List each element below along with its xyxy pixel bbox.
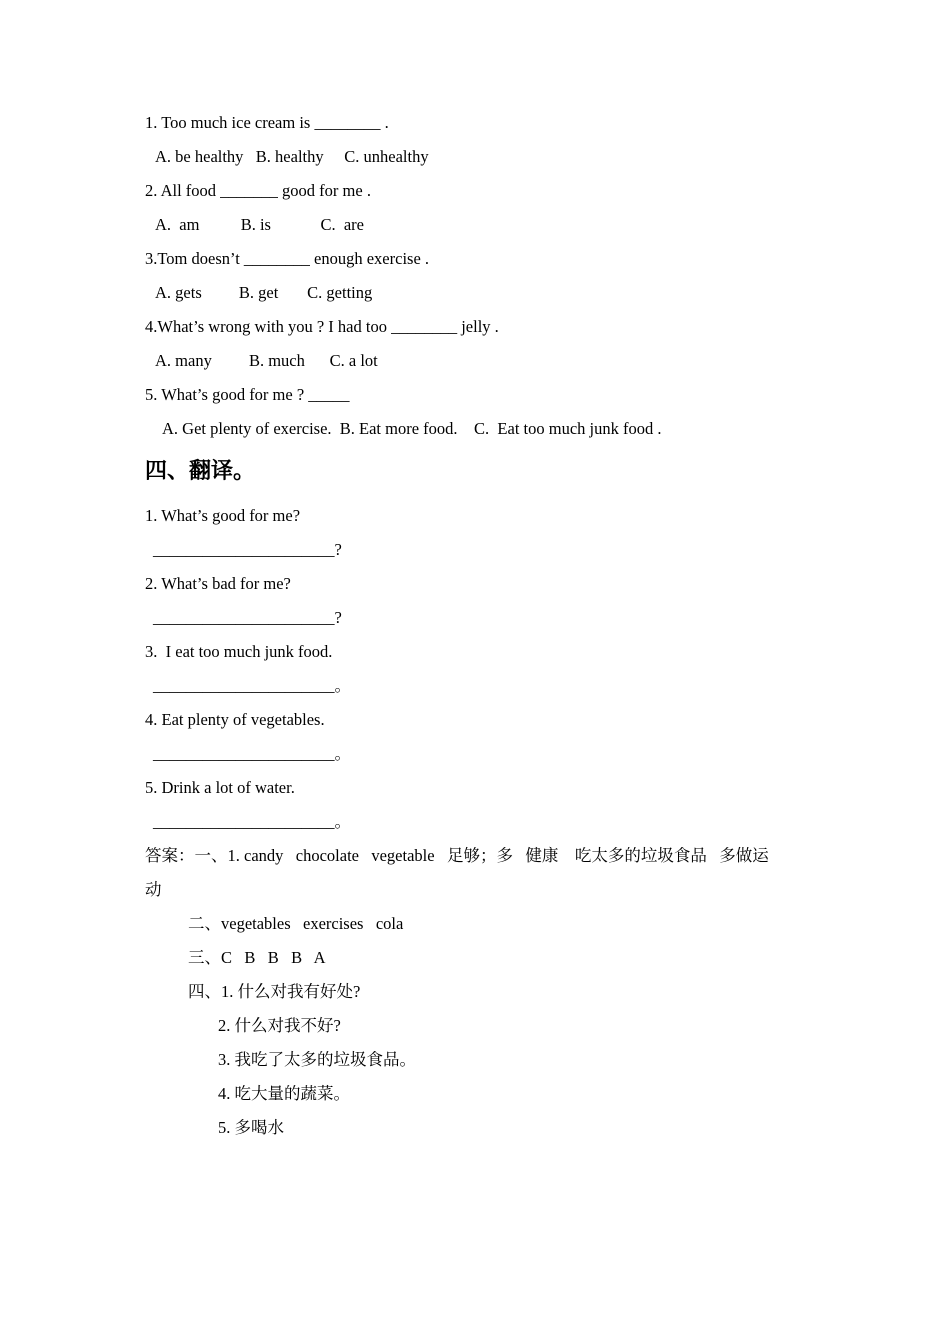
translation-prompt-3: 3. I eat too much junk food. (145, 642, 333, 661)
mc-question-5: 5. What’s good for me ? _____ (145, 385, 350, 404)
mc-options-3: A. gets B. get C. getting (155, 283, 373, 302)
mc-question-4: 4.What’s wrong with you ? I had too ________ jelly . (145, 317, 499, 336)
translation-blank-1: ______________________? (153, 540, 342, 559)
translation-blank-3: ______________________。 (153, 676, 351, 695)
mc-options-4: A. many B. much C. a lot (155, 351, 378, 370)
answers-line-4-item-2: 2. 什么对我不好? (218, 1016, 341, 1035)
translation-prompt-1: 1. What’s good for me? (145, 506, 301, 525)
mc-options-5: A. Get plenty of exercise. B. Eat more food. C. Eat too much junk food . (162, 419, 662, 438)
answers-line-1-continued: 动 (145, 880, 162, 899)
mc-options-2: A. am B. is C. are (155, 215, 364, 234)
section-heading-translation: 四、翻译。 (145, 458, 256, 483)
answers-line-4-item-1: 四、1. 什么对我有好处? (188, 982, 361, 1001)
translation-prompt-4: 4. Eat plenty of vegetables. (145, 710, 325, 729)
mc-question-2: 2. All food _______ good for me . (145, 181, 371, 200)
mc-question-3: 3.Tom doesn’t ________ enough exercise . (145, 249, 430, 268)
mc-question-1: 1. Too much ice cream is ________ . (145, 113, 389, 132)
translation-blank-4: ______________________。 (153, 744, 351, 763)
answers-line-3: 三、C B B B A (188, 948, 326, 967)
answers-line-4-item-3: 3. 我吃了太多的垃圾食品。 (218, 1050, 416, 1069)
translation-prompt-5: 5. Drink a lot of water. (145, 778, 295, 797)
translation-blank-5: ______________________。 (153, 812, 351, 831)
translation-prompt-2: 2. What’s bad for me? (145, 574, 291, 593)
answers-line-4-item-4: 4. 吃大量的蔬菜。 (218, 1084, 350, 1103)
answers-line-2: 二、vegetables exercises cola (188, 914, 404, 933)
translation-blank-2: ______________________? (153, 608, 342, 627)
mc-options-1: A. be healthy B. healthy C. unhealthy (155, 147, 429, 166)
answers-line-1: 答案：一、1. candy chocolate vegetable 足够；多 健康 吃太多的垃圾食品 多做运 (145, 846, 769, 865)
answers-line-4-item-5: 5. 多喝水 (218, 1118, 284, 1137)
